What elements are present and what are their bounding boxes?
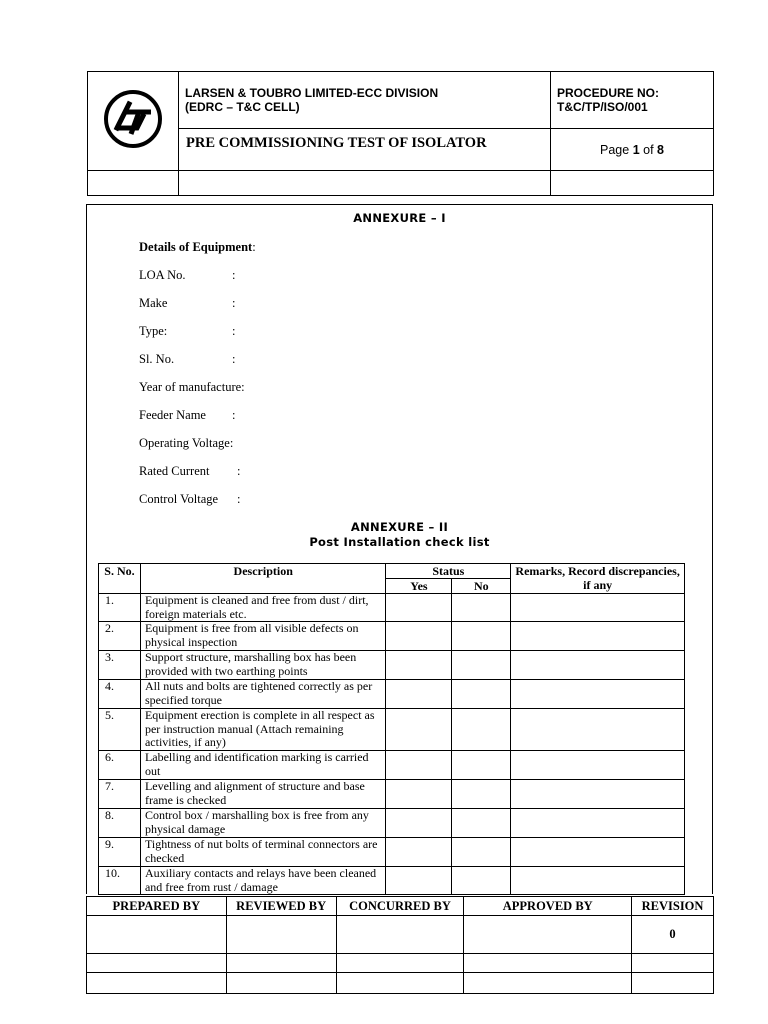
- row-no-cell[interactable]: [452, 651, 511, 680]
- revision-label: REVISION: [632, 897, 714, 916]
- row-yes-cell[interactable]: [386, 809, 452, 838]
- row-remarks-cell[interactable]: [511, 838, 685, 867]
- row-no-cell[interactable]: [452, 594, 511, 622]
- row-yes-cell[interactable]: [386, 709, 452, 751]
- page-of: of: [643, 142, 654, 157]
- row-yes-cell[interactable]: [386, 651, 452, 680]
- row-yes-cell[interactable]: [386, 594, 452, 622]
- field-colon: :: [232, 268, 236, 282]
- row-remarks-cell[interactable]: [511, 780, 685, 809]
- reviewed-by-name[interactable]: [226, 954, 336, 973]
- concurred-by-name[interactable]: [336, 954, 464, 973]
- table-row: [99, 780, 685, 809]
- lt-logo-icon: [103, 89, 163, 149]
- logo-cell: [88, 72, 179, 171]
- row-remarks-cell[interactable]: [511, 809, 685, 838]
- row-description: Labelling and identification marking is carried out: [140, 751, 386, 780]
- table-row: [99, 622, 685, 651]
- row-description: Equipment erection is complete in all respect as per instruction manual (Attach remaining activities, if any): [140, 709, 386, 751]
- approved-by-name[interactable]: [464, 954, 632, 973]
- field-operating-voltage: [139, 436, 233, 451]
- row-number: 10.: [99, 867, 141, 895]
- field-rated-current: [139, 464, 241, 479]
- table-row: [99, 751, 685, 780]
- row-remarks-cell[interactable]: [511, 709, 685, 751]
- field-year-of-manufacture: [139, 380, 245, 395]
- row-number: 4.: [99, 680, 141, 709]
- page-total: 8: [657, 142, 664, 157]
- field-colon: :: [232, 296, 236, 310]
- row-number: 7.: [99, 780, 141, 809]
- revision-blank: [632, 954, 714, 973]
- row-no-cell[interactable]: [452, 867, 511, 895]
- col-header-description: Description: [140, 564, 386, 594]
- row-description: Equipment is free from all visible defects on physical inspection: [140, 622, 386, 651]
- procedure-label: PROCEDURE NO:: [557, 86, 660, 100]
- document-title: PRE COMMISSIONING TEST OF ISOLATOR: [179, 129, 551, 171]
- col-header-yes: Yes: [386, 579, 452, 594]
- row-remarks-cell[interactable]: [511, 622, 685, 651]
- company-cell-name: (EDRC – T&C CELL): [185, 100, 300, 114]
- row-number: 8.: [99, 809, 141, 838]
- table-row: [99, 594, 685, 622]
- field-colon: :: [237, 492, 241, 506]
- row-yes-cell[interactable]: [386, 867, 452, 895]
- reviewed-by-date[interactable]: [226, 973, 336, 994]
- annexure-2-heading: ANNEXURE – II: [350, 520, 449, 534]
- row-remarks-cell[interactable]: [511, 594, 685, 622]
- page-indicator: [551, 129, 714, 171]
- row-yes-cell[interactable]: [386, 780, 452, 809]
- annexure-2-heading-block: [86, 520, 713, 550]
- row-no-cell[interactable]: [452, 680, 511, 709]
- equipment-details-title: [139, 240, 256, 255]
- row-yes-cell[interactable]: [386, 622, 452, 651]
- page-prefix: Page: [600, 142, 630, 157]
- field-serial-no: [139, 352, 236, 367]
- col-header-status: Status: [386, 564, 511, 579]
- row-number: 1.: [99, 594, 141, 622]
- reviewed-by-label: REVIEWED BY: [226, 897, 336, 916]
- row-description: Support structure, marshalling box has been provided with two earthing points: [140, 651, 386, 680]
- field-colon: :: [232, 408, 236, 422]
- approved-by-signature[interactable]: [464, 916, 632, 954]
- field-label: Sl. No.: [139, 352, 175, 366]
- reviewed-by-signature[interactable]: [226, 916, 336, 954]
- row-remarks-cell[interactable]: [511, 867, 685, 895]
- row-number: 9.: [99, 838, 141, 867]
- procedure-cell: [551, 72, 714, 129]
- row-remarks-cell[interactable]: [511, 751, 685, 780]
- field-colon: :: [232, 352, 236, 366]
- concurred-by-signature[interactable]: [336, 916, 464, 954]
- annexure-1-heading: ANNEXURE – I: [353, 211, 446, 225]
- table-row: [99, 651, 685, 680]
- field-feeder-name: [139, 408, 236, 423]
- procedure-number: T&C/TP/ISO/001: [557, 100, 648, 114]
- field-label: Year of manufacture:: [139, 380, 245, 394]
- row-number: 2.: [99, 622, 141, 651]
- col-header-sno: S. No.: [99, 564, 141, 594]
- row-yes-cell[interactable]: [386, 838, 452, 867]
- approved-by-label: APPROVED BY: [464, 897, 632, 916]
- company-cell: [179, 72, 551, 129]
- row-remarks-cell[interactable]: [511, 651, 685, 680]
- field-label: LOA No.: [139, 268, 186, 282]
- field-label: Operating Voltage:: [139, 436, 234, 450]
- row-number: 6.: [99, 751, 141, 780]
- document-header: [87, 71, 714, 196]
- concurred-by-label: CONCURRED BY: [336, 897, 464, 916]
- equipment-details-label: Details of Equipment: [139, 240, 253, 254]
- field-colon: :: [237, 464, 241, 478]
- field-control-voltage: [139, 492, 241, 507]
- table-row: [99, 809, 685, 838]
- concurred-by-date[interactable]: [336, 973, 464, 994]
- col-header-remarks: Remarks, Record discrepancies, if any: [511, 564, 685, 594]
- revision-blank: [632, 973, 714, 994]
- table-row: [99, 680, 685, 709]
- row-description: Tightness of nut bolts of terminal connectors are checked: [140, 838, 386, 867]
- row-number: 5.: [99, 709, 141, 751]
- row-yes-cell[interactable]: [386, 680, 452, 709]
- field-label: Control Voltage: [139, 492, 219, 506]
- company-name: LARSEN & TOUBRO LIMITED-ECC DIVISION: [185, 86, 439, 100]
- signoff-table: [86, 896, 714, 994]
- field-label: Rated Current: [139, 464, 210, 478]
- field-type: [139, 324, 236, 339]
- row-number: 3.: [99, 651, 141, 680]
- header-blank-cell: [179, 171, 551, 196]
- field-make: [139, 296, 236, 311]
- header-blank-cell: [551, 171, 714, 196]
- approved-by-date[interactable]: [464, 973, 632, 994]
- page-current: 1: [632, 142, 640, 157]
- equipment-details-colon: :: [252, 240, 256, 254]
- row-yes-cell[interactable]: [386, 751, 452, 780]
- prepared-by-signature[interactable]: [87, 916, 227, 954]
- row-no-cell[interactable]: [452, 622, 511, 651]
- table-row: [99, 838, 685, 867]
- row-description: Control box / marshalling box is free from any physical damage: [140, 809, 386, 838]
- header-blank-cell: [88, 171, 179, 196]
- table-row: [99, 709, 685, 751]
- field-colon: :: [232, 324, 236, 338]
- row-description: Equipment is cleaned and free from dust / dirt, foreign materials etc.: [140, 594, 386, 622]
- row-remarks-cell[interactable]: [511, 680, 685, 709]
- row-no-cell[interactable]: [452, 809, 511, 838]
- prepared-by-date[interactable]: [87, 973, 227, 994]
- prepared-by-label: PREPARED BY: [87, 897, 227, 916]
- field-label: Feeder Name: [139, 408, 206, 422]
- row-no-cell[interactable]: [452, 709, 511, 751]
- row-no-cell[interactable]: [452, 780, 511, 809]
- row-no-cell[interactable]: [452, 751, 511, 780]
- annexure-2-subheading: Post Installation check list: [309, 535, 490, 549]
- field-loa-no: [139, 268, 236, 283]
- prepared-by-name[interactable]: [87, 954, 227, 973]
- row-no-cell[interactable]: [452, 838, 511, 867]
- field-label: Make: [139, 296, 168, 310]
- col-header-no: No: [452, 579, 511, 594]
- checklist-table: [98, 563, 685, 895]
- row-description: All nuts and bolts are tightened correctly as per specified torque: [140, 680, 386, 709]
- field-label: Type:: [139, 324, 168, 338]
- row-description: Auxiliary contacts and relays have been cleaned and free from rust / damage: [140, 867, 386, 895]
- table-row: [99, 867, 685, 895]
- row-description: Levelling and alignment of structure and base frame is checked: [140, 780, 386, 809]
- revision-value: 0: [632, 916, 714, 954]
